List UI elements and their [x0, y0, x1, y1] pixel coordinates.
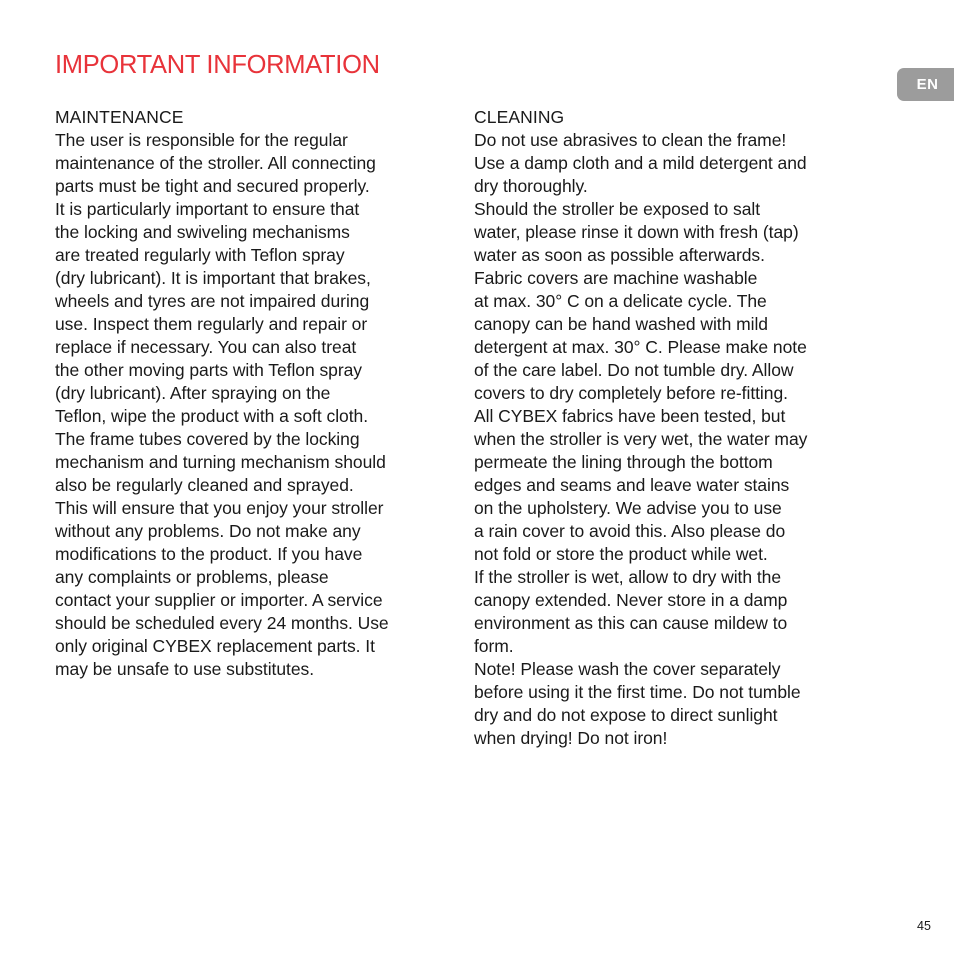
language-tab: EN [897, 68, 954, 101]
cleaning-line: All CYBEX fabrics have been tested, but [474, 406, 786, 426]
maintenance-line: (dry lubricant). After spraying on the [55, 383, 331, 403]
cleaning-line: of the care label. Do not tumble dry. Allow [474, 360, 794, 380]
cleaning-line: Should the stroller be exposed to salt [474, 199, 761, 219]
maintenance-line: The user is responsible for the regular [55, 130, 348, 150]
maintenance-line: replace if necessary. You can also treat [55, 337, 357, 357]
maintenance-line: modifications to the product. If you have [55, 544, 363, 564]
maintenance-line: also be regularly cleaned and sprayed. [55, 475, 354, 495]
cleaning-line: Fabric covers are machine washable [474, 268, 758, 288]
maintenance-line: mechanism and turning mechanism should [55, 452, 386, 472]
maintenance-line: use. Inspect them regularly and repair or [55, 314, 368, 334]
maintenance-line: only original CYBEX replacement parts. It [55, 636, 375, 656]
cleaning-line: environment as this can cause mildew to [474, 613, 788, 633]
cleaning-line: form. [474, 636, 514, 656]
cleaning-line: on the upholstery. We advise you to use [474, 498, 782, 518]
maintenance-line: should be scheduled every 24 months. Use [55, 613, 389, 633]
maintenance-line: may be unsafe to use substitutes. [55, 659, 315, 679]
maintenance-line: It is particularly important to ensure that [55, 199, 360, 219]
page-number: 45 [917, 919, 931, 933]
cleaning-line: Use a damp cloth and a mild detergent and [474, 153, 807, 173]
cleaning-line: Do not use abrasives to clean the frame! [474, 130, 787, 150]
cleaning-line: dry thoroughly. [474, 176, 588, 196]
cleaning-line: at max. 30° C on a delicate cycle. The [474, 291, 767, 311]
cleaning-body [474, 129, 859, 750]
maintenance-line: parts must be tight and secured properly. [55, 176, 370, 196]
maintenance-line: maintenance of the stroller. All connecting [55, 153, 376, 173]
cleaning-line: If the stroller is wet, allow to dry with the [474, 567, 782, 587]
maintenance-line: This will ensure that you enjoy your stroller [55, 498, 384, 518]
cleaning-line: a rain cover to avoid this. Also please do [474, 521, 786, 541]
cleaning-line: detergent at max. 30° C. Please make note [474, 337, 807, 357]
maintenance-line: The frame tubes covered by the locking [55, 429, 360, 449]
cleaning-line: water as soon as possible afterwards. [474, 245, 765, 265]
cleaning-line: not fold or store the product while wet. [474, 544, 768, 564]
cleaning-line: dry and do not expose to direct sunlight [474, 705, 778, 725]
cleaning-line: Note! Please wash the cover separately [474, 659, 781, 679]
maintenance-line: without any problems. Do not make any [55, 521, 361, 541]
cleaning-line: permeate the lining through the bottom [474, 452, 773, 472]
cleaning-heading: CLEANING [474, 107, 565, 127]
maintenance-section [55, 106, 440, 681]
cleaning-line: water, please rinse it down with fresh (tap) [474, 222, 799, 242]
cleaning-line: canopy extended. Never store in a damp [474, 590, 788, 610]
cleaning-line: covers to dry completely before re-fitting. [474, 383, 788, 403]
cleaning-line: when the stroller is very wet, the water may [474, 429, 808, 449]
maintenance-body [55, 129, 440, 681]
cleaning-line: canopy can be hand washed with mild [474, 314, 768, 334]
maintenance-line: are treated regularly with Teflon spray [55, 245, 345, 265]
maintenance-line: the locking and swiveling mechanisms [55, 222, 350, 242]
maintenance-line: the other moving parts with Teflon spray [55, 360, 363, 380]
cleaning-line: edges and seams and leave water stains [474, 475, 790, 495]
maintenance-line: (dry lubricant). It is important that brakes, [55, 268, 371, 288]
maintenance-line: any complaints or problems, please [55, 567, 329, 587]
maintenance-line: Teflon, wipe the product with a soft cloth. [55, 406, 369, 426]
maintenance-line: contact your supplier or importer. A service [55, 590, 383, 610]
cleaning-section [474, 106, 859, 750]
page-title: IMPORTANT INFORMATION [55, 51, 380, 79]
maintenance-line: wheels and tyres are not impaired during [55, 291, 370, 311]
cleaning-line: when drying! Do not iron! [474, 728, 668, 748]
cleaning-line: before using it the first time. Do not tumble [474, 682, 801, 702]
maintenance-heading: MAINTENANCE [55, 107, 184, 127]
